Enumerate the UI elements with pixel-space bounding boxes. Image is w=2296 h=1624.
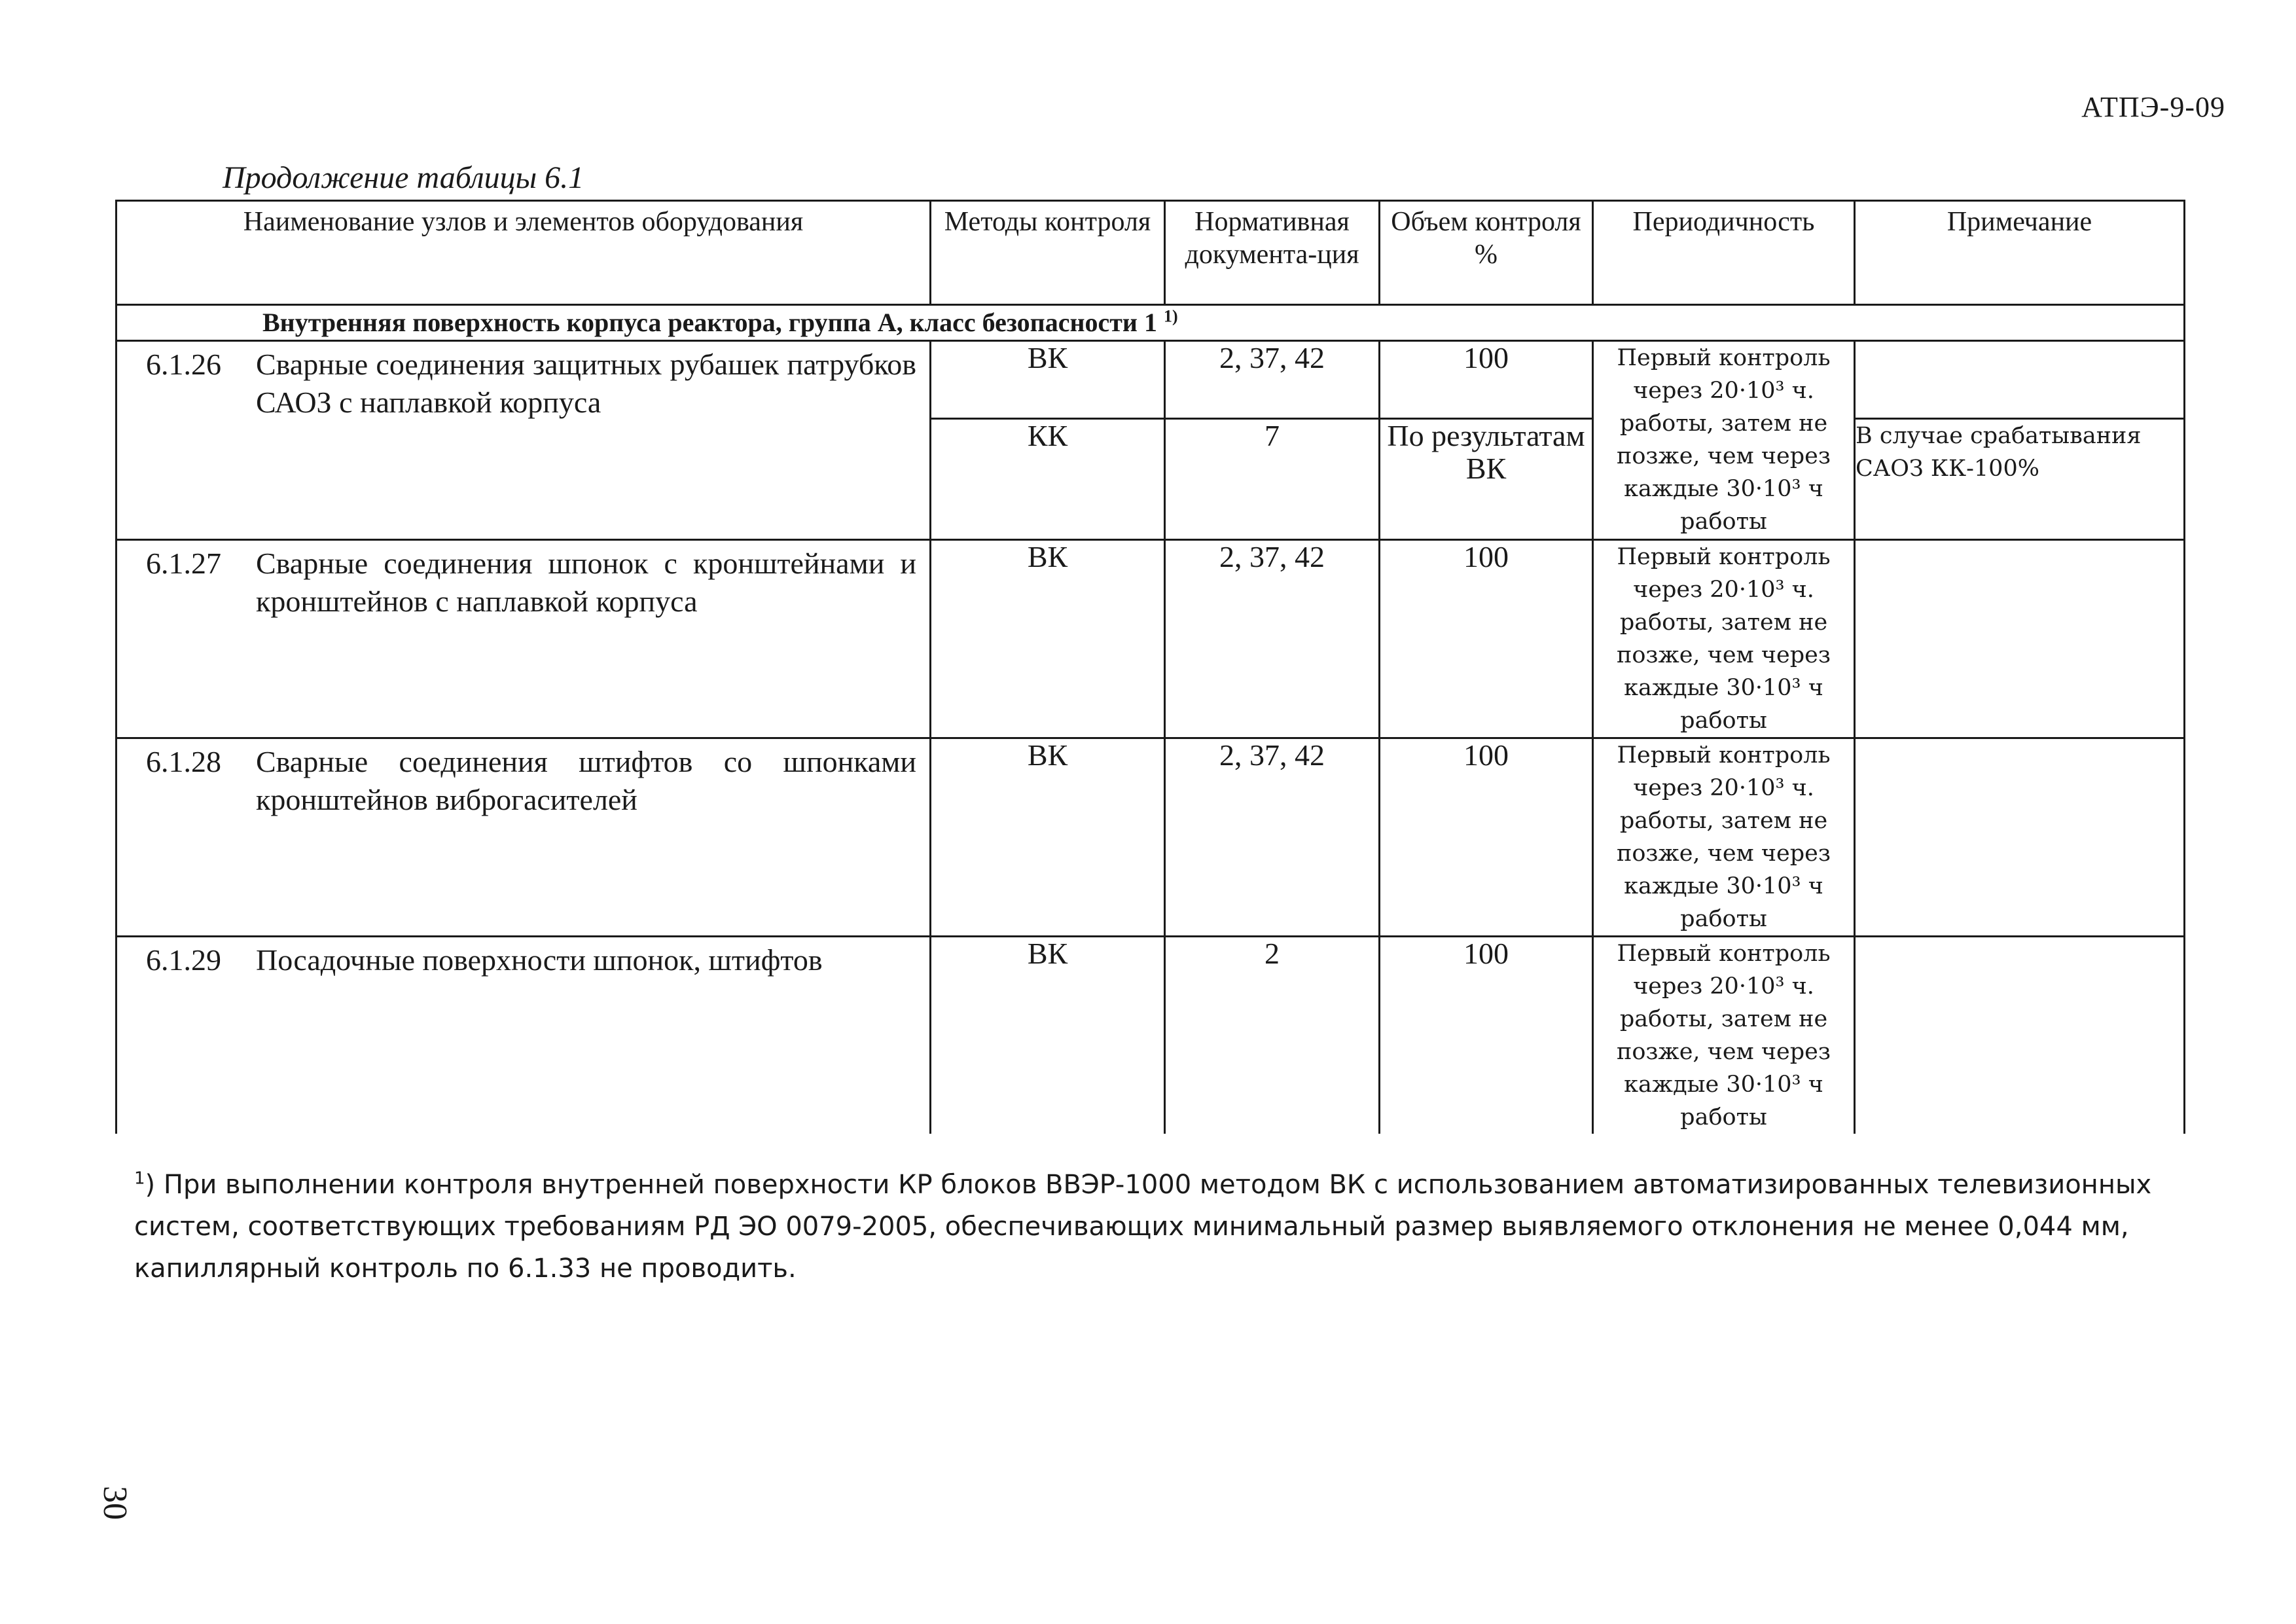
page-number: 30	[96, 1486, 134, 1520]
row-name: Сварные соединения штифтов со шпонками кронштейнов виброгасителей	[256, 745, 916, 816]
note-cell	[1855, 937, 2185, 1134]
row-name-cell	[117, 540, 931, 738]
period-cell: Первый контроль через 20·10³ ч. работы, затем не позже, чем через каждые 30·10³ ч работы	[1593, 341, 1855, 540]
table-header-row	[117, 201, 2185, 305]
inspection-table	[115, 200, 2185, 1134]
volume-cell: По результатам ВК	[1380, 419, 1593, 540]
footnote-text: ) При выполнении контроля внутренней поверхности КР блоков ВВЭР-1000 методом ВК с использованием автоматизированных телевизионных систем, соответствующих требованиям РД ЭО 0079-2005, обеспечивающих минимальный размер выявляемого отклонения не менее 0,044 мм, капиллярный контроль по 6.1.33 не проводить.	[134, 1170, 2152, 1284]
column-header-methods: Методы контроля	[931, 201, 1165, 305]
row-number: 6.1.27	[146, 547, 221, 580]
method-cell: КК	[931, 419, 1165, 540]
column-header-note: Примечание	[1855, 201, 2185, 305]
method-cell: ВК	[931, 738, 1165, 937]
docs-cell: 2	[1165, 937, 1380, 1134]
table-row	[117, 341, 2185, 419]
docs-cell: 2, 37, 42	[1165, 540, 1380, 738]
method-cell: ВК	[931, 540, 1165, 738]
volume-cell: 100	[1380, 937, 1593, 1134]
document-code: АТПЭ-9-09	[2081, 91, 2225, 123]
note-cell	[1855, 540, 2185, 738]
docs-cell: 7	[1165, 419, 1380, 540]
row-name-cell	[117, 738, 931, 937]
period-cell: Первый контроль через 20·10³ ч. работы, затем не позже, чем через каждые 30·10³ ч работы	[1593, 937, 1855, 1134]
table-row	[117, 937, 2185, 1134]
row-name: Посадочные поверхности шпонок, штифтов	[256, 943, 823, 977]
docs-cell: 2, 37, 42	[1165, 341, 1380, 419]
group-row	[117, 305, 2185, 341]
row-name: Сварные соединения защитных рубашек патрубков САОЗ с наплавкой корпуса	[256, 348, 916, 419]
row-name-cell	[117, 937, 931, 1134]
note-cell	[1855, 738, 2185, 937]
table-row	[117, 540, 2185, 738]
footnote	[134, 1164, 2176, 1290]
row-number: 6.1.26	[146, 348, 221, 381]
docs-cell: 2, 37, 42	[1165, 738, 1380, 937]
volume-cell: 100	[1380, 341, 1593, 419]
group-heading	[117, 305, 2185, 341]
method-cell: ВК	[931, 937, 1165, 1134]
period-cell: Первый контроль через 20·10³ ч. работы, затем не позже, чем через каждые 30·10³ ч работы	[1593, 540, 1855, 738]
row-name-cell	[117, 341, 931, 540]
column-header-docs: Нормативная документа-ция	[1165, 201, 1380, 305]
method-cell: ВК	[931, 341, 1165, 419]
row-name: Сварные соединения шпонок с кронштейнами и кронштейнов с наплавкой корпуса	[256, 547, 916, 618]
column-header-period: Периодичность	[1593, 201, 1855, 305]
note-cell: В случае срабатывания САОЗ КК-100%	[1855, 419, 2185, 540]
period-cell: Первый контроль через 20·10³ ч. работы, затем не позже, чем через каждые 30·10³ ч работы	[1593, 738, 1855, 937]
footnote-mark: 1	[134, 1168, 145, 1189]
group-label: Внутренняя поверхность корпуса реактора, группа А, класс безопасности 1	[262, 308, 1157, 337]
column-header-name: Наименование узлов и элементов оборудования	[117, 201, 931, 305]
table-caption: Продолжение таблицы 6.1	[223, 160, 584, 195]
row-number: 6.1.29	[146, 943, 221, 977]
group-footnote-mark: 1)	[1163, 306, 1178, 326]
row-number: 6.1.28	[146, 745, 221, 778]
note-cell	[1855, 341, 2185, 419]
volume-cell: 100	[1380, 738, 1593, 937]
column-header-volume: Объем контроля %	[1380, 201, 1593, 305]
table-row	[117, 738, 2185, 937]
volume-cell: 100	[1380, 540, 1593, 738]
